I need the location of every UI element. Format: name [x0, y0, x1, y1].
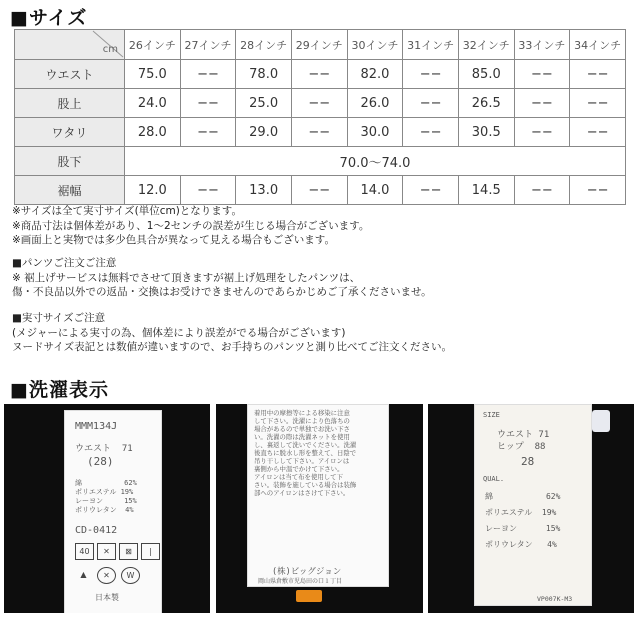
row-label: 股上 — [15, 89, 125, 118]
column-header: 27インチ — [180, 30, 236, 60]
table-cell: −− — [570, 60, 626, 89]
tag3-size: 28 — [521, 455, 535, 468]
table-cell: 82.0 — [347, 60, 403, 89]
table-cell: −− — [403, 60, 459, 89]
table-cell: −− — [403, 118, 459, 147]
table-cell: −− — [570, 118, 626, 147]
care-tag-1 — [64, 410, 162, 613]
row-label: ワタリ — [15, 118, 125, 147]
care-tag-2 — [247, 404, 389, 587]
tag3-qual: QUAL. — [483, 475, 505, 483]
unit-label: cm — [102, 44, 118, 55]
table-cell: −− — [403, 176, 459, 205]
tag2-instructions: 着用中の摩擦等による移染に注意 して下さい。洗濯により色落ちの 場合があるので単独でお洗い下さ い。洗濯の際は洗濯ネットを使用 し、裏返して洗いでください。洗濯 後直ちに脱水し形を整えて、日陰で 吊り干しして下さい。アイロンは 裏側から中温でかけて下さい。 アイロンは当て布を使用して下 さい。装飾を施している場合は装飾 部へのアイロンはさけて下さい。 — [254, 409, 357, 497]
measurement-notes: ■実寸サイズご注意 (メジャーによる実寸の為、個体差により誤差がでる場合がございます) ヌードサイズ表記とは数値が違いますので、お手持ちのパンツと測り比べてご注文ください。 — [12, 312, 452, 353]
table-row — [15, 147, 626, 176]
table-cell: 85.0 — [458, 60, 514, 89]
table-cell: 25.0 — [236, 89, 292, 118]
table-cell: −− — [180, 89, 236, 118]
table-cell: −− — [403, 89, 459, 118]
column-header: 30インチ — [347, 30, 403, 60]
table-corner — [15, 30, 125, 60]
table-cell: −− — [180, 118, 236, 147]
tag1-code: MMM134J — [75, 421, 118, 432]
table-cell: 28.0 — [125, 118, 181, 147]
no-bleach-icon: ✕ — [97, 543, 116, 560]
tag1-materials: 綿 62% ポリエステル 19% レーヨン 15% ポリウレタン 4% — [75, 479, 137, 514]
table-cell: −− — [570, 89, 626, 118]
tag3-size-label: SIZE — [483, 411, 500, 419]
table-cell: 29.0 — [236, 118, 292, 147]
table-cell: −− — [180, 60, 236, 89]
care-tag-3 — [474, 404, 592, 606]
table-row — [15, 176, 626, 205]
size-table — [14, 29, 626, 205]
tag2-address: 岡山県倉敷市児島田の口１丁目 — [258, 578, 343, 585]
care-label-photo-3 — [428, 404, 634, 613]
table-cell: 30.0 — [347, 118, 403, 147]
column-header: 31インチ — [403, 30, 459, 60]
table-cell: −− — [514, 176, 570, 205]
brand-patch — [296, 590, 322, 602]
wash-40-icon: 40 — [75, 543, 94, 560]
column-header: 26インチ — [125, 30, 181, 60]
pants-order-notes: ■パンツご注文ご注意 ※ 裾上げサービスは無料でさせて頂きますが裾上げ処理をしたパンツは、 傷・不良品以外での返品・交換はお受けできませんのであらかじめご了承くださいませ。 — [12, 257, 432, 298]
table-cell: −− — [291, 176, 347, 205]
no-wring-icon: ✕ — [97, 567, 116, 584]
table-cell: −− — [514, 60, 570, 89]
table-cell: 26.0 — [347, 89, 403, 118]
table-cell: 26.5 — [458, 89, 514, 118]
tag2-brand: (株)ビッグジョン — [272, 567, 342, 577]
iron-icon: ▲ — [80, 570, 87, 579]
size-notes: ※サイズは全て実寸サイズ(単位cm)となります。 ※商品寸法は個体差があり、1〜2センチの誤差が生じる場合がございます。 ※画面上と実物では多少色具合が異なって見える場合もございます。 — [12, 205, 370, 246]
row-label: 裾幅 — [15, 176, 125, 205]
tag1-waist: ウエスト 71 — [75, 444, 133, 454]
table-cell: 75.0 — [125, 60, 181, 89]
merged-cell: 70.0〜74.0 — [125, 147, 626, 176]
no-tumble-dry-icon: ⊠ — [119, 543, 138, 560]
column-header: 32インチ — [458, 30, 514, 60]
size-table-header — [15, 30, 626, 60]
line-dry-icon: | — [141, 543, 160, 560]
tag3-materials: 綿 62% ポリエステル 19% レーヨン 15% ポリウレタン 4% — [485, 492, 561, 549]
tag3-hip: ヒップ 88 — [497, 442, 546, 452]
wash-section-title: ■洗濯表示 — [10, 379, 109, 401]
dry-clean-icon: W — [121, 567, 140, 584]
table-row — [15, 89, 626, 118]
tag1-origin: 日本製 — [95, 593, 119, 602]
table-cell: 14.0 — [347, 176, 403, 205]
row-label: 股下 — [15, 147, 125, 176]
column-header: 34インチ — [570, 30, 626, 60]
row-label: ウエスト — [15, 60, 125, 89]
care-label-photo-2 — [216, 404, 423, 613]
table-row — [15, 60, 626, 89]
column-header: 29インチ — [291, 30, 347, 60]
table-cell: −− — [570, 176, 626, 205]
care-label-photo-1 — [4, 404, 210, 613]
column-header: 28インチ — [236, 30, 292, 60]
table-cell: 14.5 — [458, 176, 514, 205]
column-header: 33インチ — [514, 30, 570, 60]
table-cell: 30.5 — [458, 118, 514, 147]
table-cell: −− — [514, 118, 570, 147]
table-cell: −− — [291, 60, 347, 89]
tag3-code: VP007K-M3 — [537, 595, 573, 603]
tag3-waist: ウエスト 71 — [497, 430, 550, 440]
table-cell: −− — [291, 118, 347, 147]
tag1-lot: CD-0412 — [75, 525, 118, 536]
tag-pin — [592, 410, 610, 432]
size-section-title: ■サイズ — [10, 7, 88, 29]
tag1-size: (28) — [87, 455, 114, 468]
table-cell: 12.0 — [125, 176, 181, 205]
table-cell: −− — [180, 176, 236, 205]
table-cell: −− — [514, 89, 570, 118]
table-cell: 78.0 — [236, 60, 292, 89]
table-cell: −− — [291, 89, 347, 118]
table-cell: 13.0 — [236, 176, 292, 205]
table-row — [15, 118, 626, 147]
table-cell: 24.0 — [125, 89, 181, 118]
